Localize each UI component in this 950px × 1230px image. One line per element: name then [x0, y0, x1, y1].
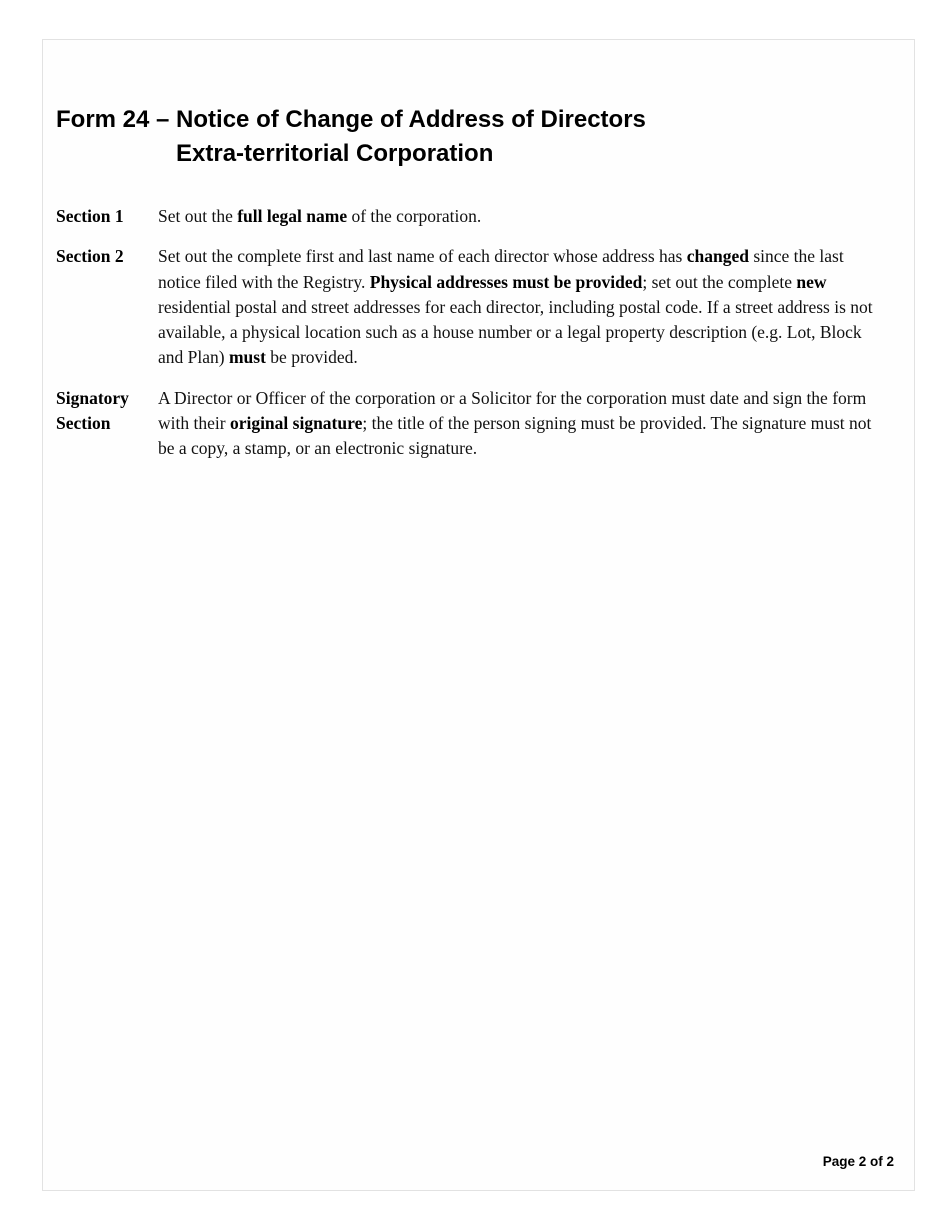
section-text	[158, 204, 886, 229]
body-text: Set out the complete first and last name of each director whose address has	[158, 246, 687, 267]
emphasized-text: original signature	[229, 413, 363, 434]
form-subtitle: Extra-territorial Corporation	[176, 140, 494, 167]
section-label-line: Section 2	[56, 246, 124, 267]
body-text: residential postal and street addresses for each director, including postal code. If a street address is not available, a physical location such as a house number or a legal property description (e.g. Lot, Block and Plan)	[158, 296, 873, 368]
emphasized-text: changed	[686, 246, 749, 267]
body-text: Set out the	[158, 206, 238, 226]
body-text: A Director or Officer of the corporation or a Solicitor for the corporation must date and sign the form with their	[158, 387, 867, 434]
section-label	[56, 244, 158, 370]
section-2-instruction	[56, 244, 886, 370]
section-label-line: Section 1	[56, 206, 124, 226]
section-1-instruction	[56, 204, 886, 229]
section-label-line: Section	[56, 413, 111, 434]
page-number: Page 2 of 2	[822, 1154, 894, 1169]
emphasized-text: must	[228, 347, 266, 368]
section-label	[56, 386, 158, 462]
body-text: ; set out the complete	[642, 271, 797, 292]
body-text: be provided.	[265, 347, 358, 368]
signatory-section-instruction	[56, 386, 886, 462]
section-text	[158, 244, 886, 370]
section-label-line: Signatory	[56, 387, 129, 408]
body-text: since the last notice filed with the Registry.	[158, 246, 844, 292]
body-text: of the corporation.	[347, 206, 482, 226]
body-text: ; the title of the person signing must be provided. The signature must not be a copy, a stamp, or an electronic signature.	[158, 413, 872, 459]
section-text	[158, 386, 886, 462]
section-label	[56, 204, 158, 229]
instructions-list	[56, 204, 886, 477]
form-title: Form 24 – Notice of Change of Address of Directors	[56, 106, 646, 133]
emphasized-text: full legal name	[237, 206, 348, 226]
emphasized-text: new	[796, 271, 827, 292]
emphasized-text: Physical addresses must be provided	[369, 271, 643, 292]
